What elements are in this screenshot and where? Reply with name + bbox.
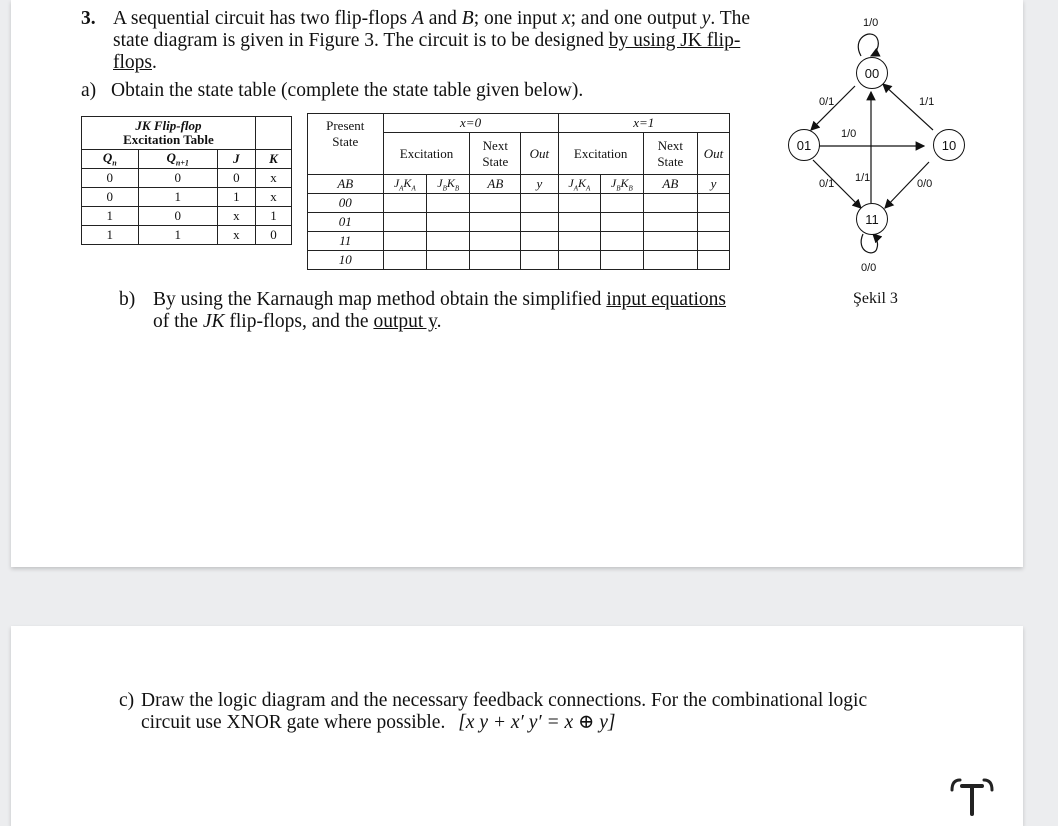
text-format-icon[interactable] <box>944 770 1000 816</box>
table-row: 1 1 x 0 <box>82 226 292 245</box>
jaka-header: $J_AK_A$ <box>383 175 426 194</box>
table-row: 01 <box>308 213 730 232</box>
state-diagram <box>771 10 981 310</box>
label-01-10: 1/0 <box>841 128 857 140</box>
jbkb-header: $J_BK_B$ <box>601 175 644 194</box>
label-11-00: 1/1 <box>855 172 871 184</box>
state-node-00: 00 <box>856 57 888 89</box>
table-row: 11 <box>308 232 730 251</box>
table-row: 10 <box>308 251 730 270</box>
part-b: b) By using the Karnaugh map method obtain the simplified input equations of the JK flip-flops, and the output y. <box>119 289 727 332</box>
question-3: 3. A sequential circuit has two flip-flops A and B; one input x; and one output y. The state diagram is given in Figure 3. The circuit is to be designed by using JK flip- flops. <box>81 8 751 73</box>
xnor-formula: [x y + x′ y′ = x ⊕ y] <box>458 712 616 733</box>
table-row: 0 1 1 x <box>82 188 292 207</box>
part-c: c) Draw the logic diagram and the necessary feedback connections. For the combinational logic circuit use XNOR gate where possible. [x y + x′ y′ = x ⊕ y] <box>119 690 868 733</box>
question-number: 3. <box>81 8 96 29</box>
jk-excitation-table: JK Flip-flop Excitation Table $Q_n$ $Q_{n+1}$ J K 0 0 0 x 0 1 1 x 1 0 x 1 1 1 x 0 <box>81 116 292 245</box>
label-01-11: 0/1 <box>819 178 835 190</box>
state-node-01: 01 <box>788 129 820 161</box>
state-table: Present State x=0 x=1 Excitation Next State Out Excitation Next State Out AB $J_AK_A$ $J_BK_B$ AB y $J_AK_A$ $J_BK_B$ AB y 00 01 11 10 <box>307 113 730 270</box>
header-qn1: $Q_{n+1}$ <box>138 150 217 169</box>
header-qn: $Q_n$ <box>82 150 139 169</box>
jbkb-header: $J_BK_B$ <box>427 175 470 194</box>
label-10-00: 1/1 <box>919 96 935 108</box>
label-00-01: 0/1 <box>819 96 835 108</box>
state-node-10: 10 <box>933 129 965 161</box>
table-row: 00 <box>308 194 730 213</box>
table-row: 0 0 0 x <box>82 169 292 188</box>
label-00-loop: 1/0 <box>863 17 879 29</box>
label-10-11: 0/0 <box>917 178 933 190</box>
table-row: 1 0 x 1 <box>82 207 292 226</box>
part-a: a) Obtain the state table (complete the state table given below). <box>81 80 584 101</box>
document-page-1 <box>11 0 1023 567</box>
figure-caption: Şekil 3 <box>853 290 898 307</box>
state-node-11: 11 <box>856 203 888 235</box>
label-11-loop: 0/0 <box>861 262 877 274</box>
jaka-header: $J_AK_A$ <box>558 175 601 194</box>
document-page-2 <box>11 626 1023 826</box>
